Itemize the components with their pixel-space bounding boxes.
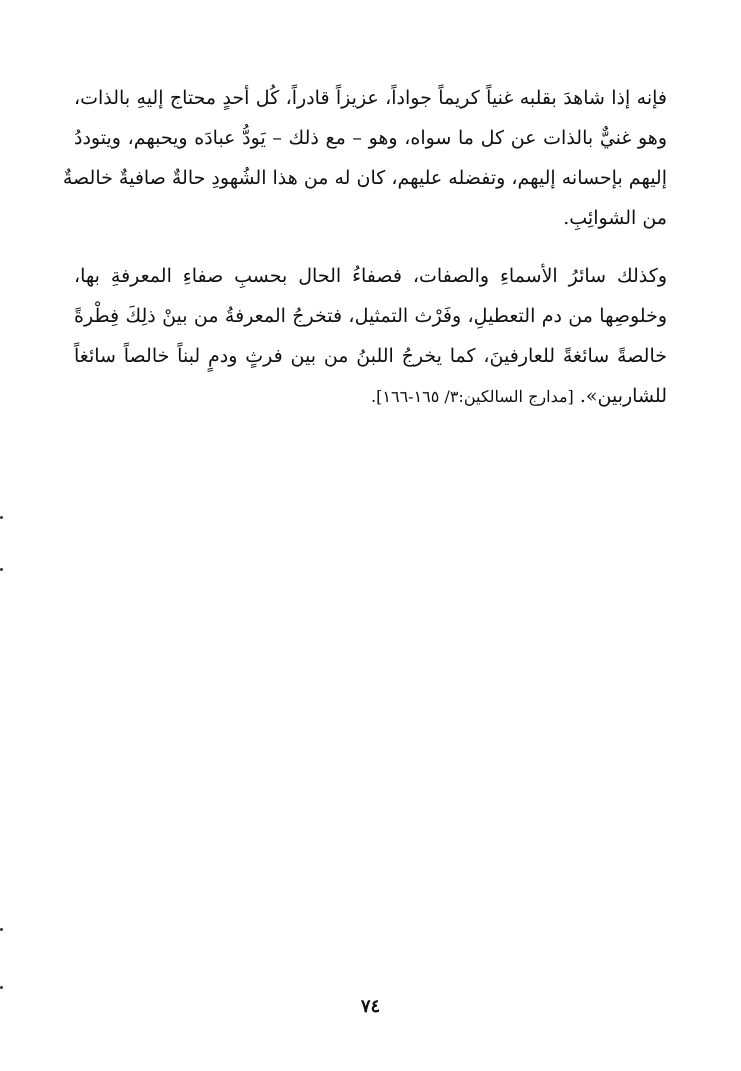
- paragraph-1-line-3: إليهم بإحسانه إليهم، وتفضله عليهم، كان له من هذا الشُهودِ حالةٌ صافيةٌ خالصةٌ: [62, 167, 667, 189]
- scan-speck: [0, 568, 3, 571]
- paragraph-2-line-3: خالصةً سائغةً للعارفينَ، كما يخرجُ اللبنُ من بين فرثٍ ودمٍ لبناً خالصاً سائغاً: [74, 345, 667, 367]
- paragraph-1: [62, 78, 667, 238]
- scan-speck: [0, 516, 3, 519]
- paragraph-1-line-1: فإنه إذا شاهدَ بقلبه غنياً كريماً جواداً، عزيزاً قادراً، كُل أحدٍ محتاج إليهِ بالذات،: [74, 87, 667, 109]
- page-number: ٧٤: [360, 996, 381, 1017]
- paragraph-2: [74, 256, 667, 417]
- paragraph-1-line-2: وهو غنيٌّ بالذات عن كل ما سواه، وهو – مع ذلك – يَودُّ عبادَه ويحبهم، ويتوددُ: [74, 127, 667, 149]
- paragraph-2-line-2: وخلوصِها من دم التعطيلِ، وفَرْث التمثيل، فتخرجُ المعرفةُ من بينْ ذلِكَ فِطْرةً: [74, 305, 667, 327]
- scan-speck: [0, 986, 3, 989]
- source-citation: [مدارج السالكين:٣/ ١٦٥-١٦٦].: [371, 387, 574, 406]
- paragraph-2-line-4: [74, 376, 667, 417]
- paragraph-2-closing-text: للشاربين».: [579, 385, 667, 407]
- scan-speck: [0, 928, 3, 931]
- paragraph-2-line-1: وكذلك سائرُ الأسماءِ والصفات، فصفاءُ الحال بحسبِ صفاءِ المعرفةِ بها،: [74, 265, 667, 287]
- paragraph-1-line-4: من الشوائِبِ.: [563, 207, 667, 229]
